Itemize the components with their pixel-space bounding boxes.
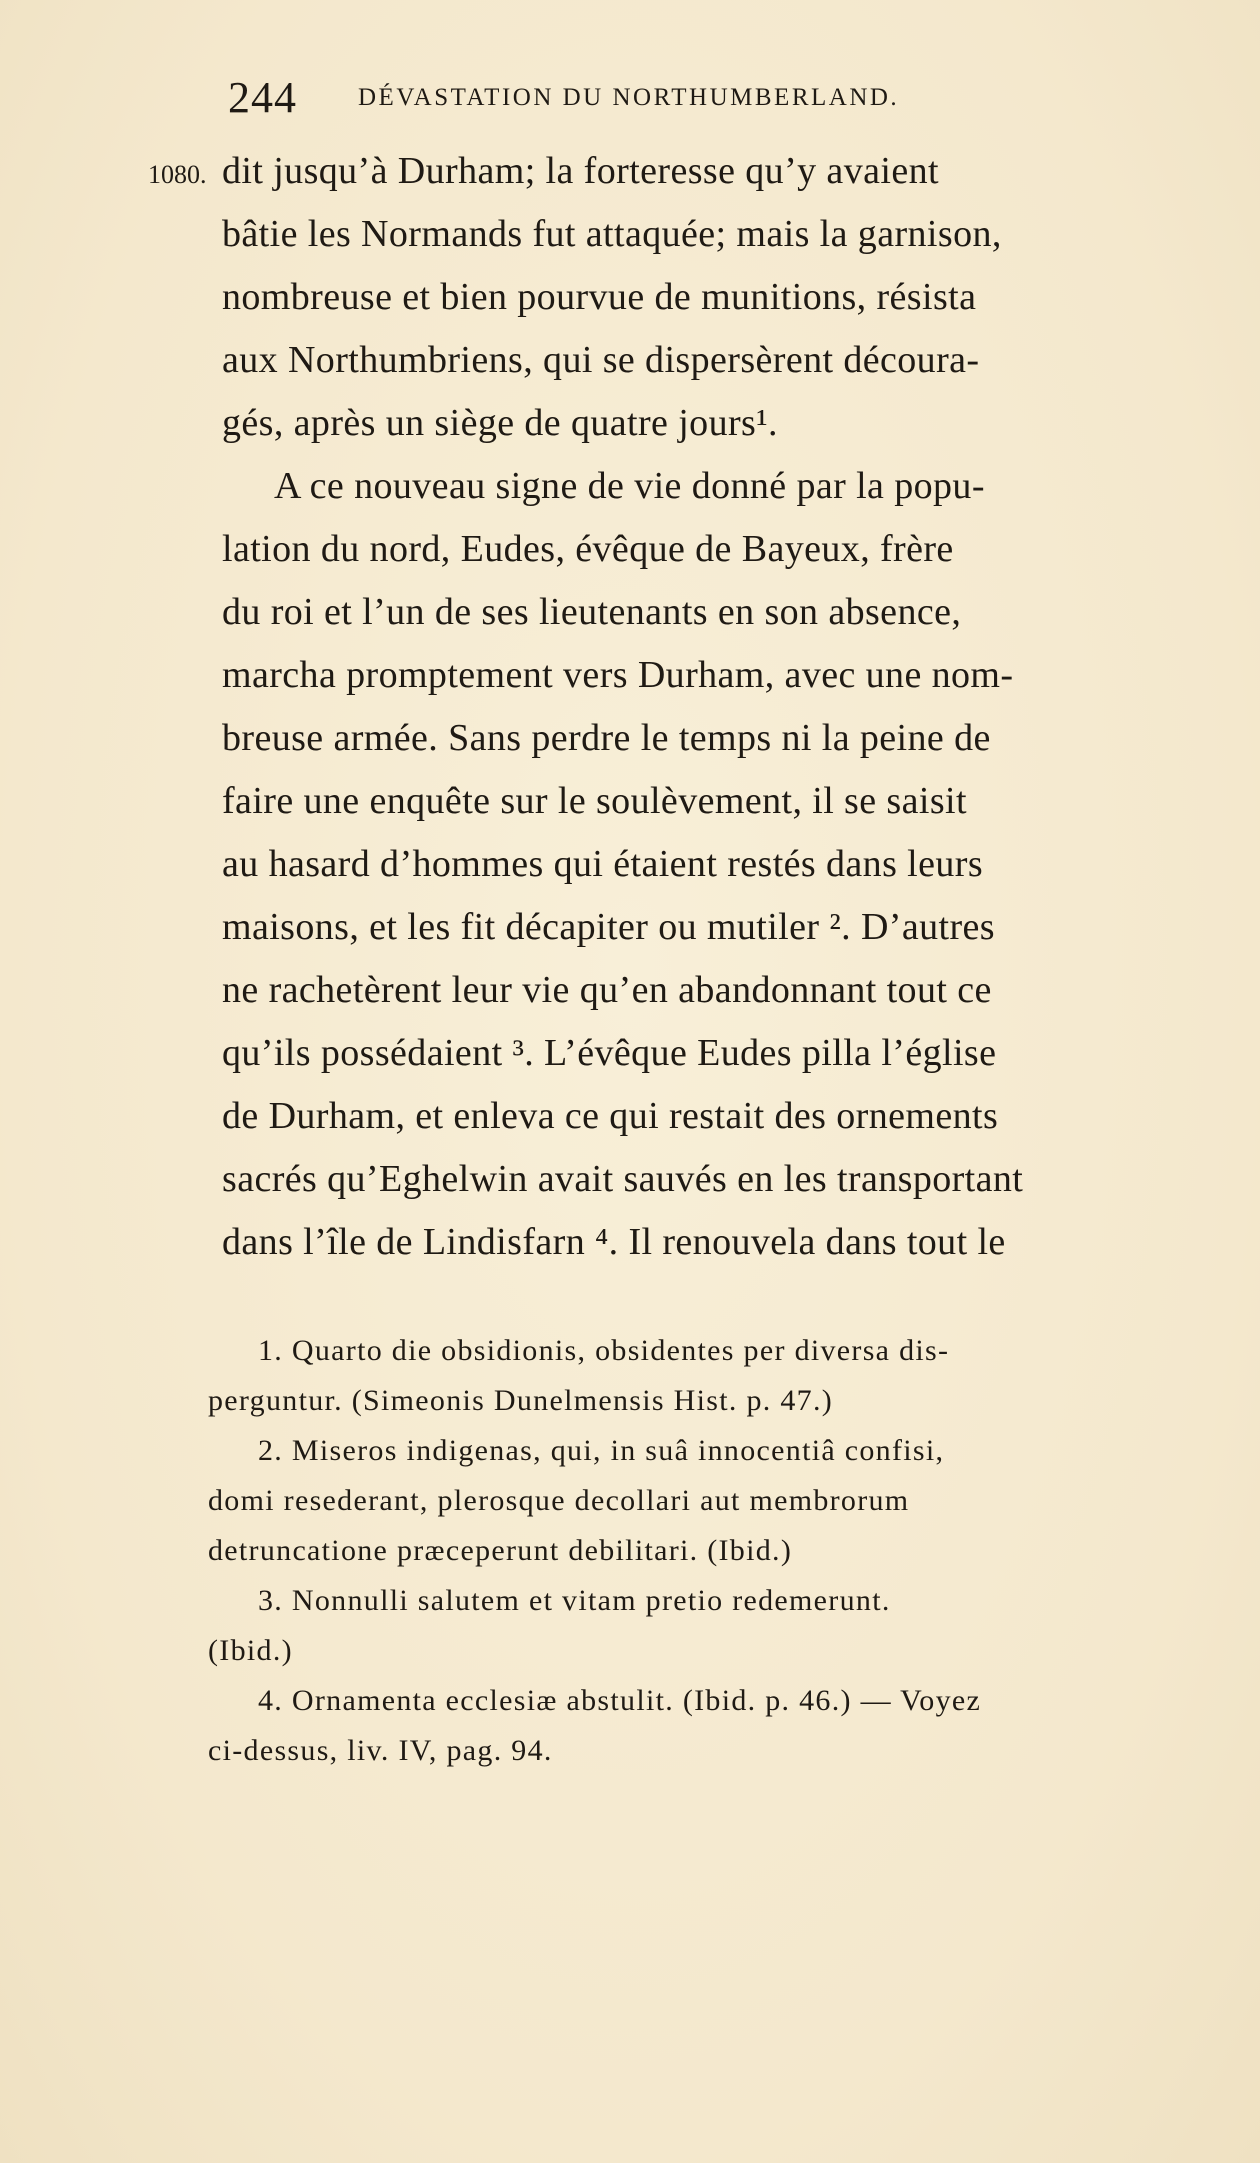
running-title: DÉVASTATION DU NORTHUMBERLAND. [358, 84, 900, 111]
text-line: de Durham, et enleva ce qui restait des ornements [222, 1095, 999, 1137]
footnote-line: perguntur. (Simeonis Dunelmensis Hist. p. 47.) [208, 1384, 834, 1417]
text-line: qu’ils possédaient ³. L’évêque Eudes pilla l’église [222, 1032, 997, 1074]
text-line: dans l’île de Lindisfarn ⁴. Il renouvela dans tout le [222, 1221, 1006, 1263]
page-header [228, 72, 1108, 122]
text-line: lation du nord, Eudes, évêque de Bayeux, frère [222, 528, 954, 570]
text-line: au hasard d’hommes qui étaient restés dans leurs [222, 843, 984, 885]
text-line: breuse armée. Sans perdre le temps ni la peine de [222, 717, 991, 759]
text-line: gés, après un siège de quatre jours¹. [222, 402, 778, 444]
footnote-line: 4. Ornamenta ecclesiæ abstulit. (Ibid. p. 46.) — Voyez [258, 1684, 982, 1717]
margin-year-note: 1080. [148, 160, 207, 189]
text-line: faire une enquête sur le soulèvement, il se saisit [222, 780, 967, 822]
text-line: dit jusqu’à Durham; la forteresse qu’y avaient [222, 150, 939, 192]
text-line: marcha promptement vers Durham, avec une nom- [222, 654, 1014, 696]
text-line: nombreuse et bien pourvue de munitions, résista [222, 276, 977, 318]
footnote-line: 1. Quarto die obsidionis, obsidentes per diversa dis- [258, 1334, 950, 1367]
text-line: bâtie les Normands fut attaquée; mais la garnison, [222, 213, 1002, 255]
text-line: aux Northumbriens, qui se dispersèrent découra- [222, 339, 980, 381]
footnote-line: 3. Nonnulli salutem et vitam pretio redemerunt. [258, 1584, 891, 1617]
footnotes [208, 1326, 1168, 1776]
text-line: maisons, et les fit décapiter ou mutiler ². D’autres [222, 906, 995, 948]
footnote-line: (Ibid.) [208, 1634, 293, 1667]
text-line: sacrés qu’Eghelwin avait sauvés en les transportant [222, 1158, 1024, 1200]
page-number: 244 [228, 73, 297, 122]
footnote-line: domi resederant, plerosque decollari aut membrorum [208, 1484, 910, 1517]
footnote-line: ci-dessus, liv. IV, pag. 94. [208, 1734, 553, 1767]
text-line: ne rachetèrent leur vie qu’en abandonnant tout ce [222, 969, 992, 1011]
body-text [222, 140, 1172, 1274]
footnote-line: detruncatione præceperunt debilitari. (Ibid.) [208, 1534, 793, 1567]
footnote-line: 2. Miseros indigenas, qui, in suâ innocentiâ confisi, [258, 1434, 945, 1467]
text-line: A ce nouveau signe de vie donné par la popu- [274, 465, 985, 507]
text-line: du roi et l’un de ses lieutenants en son absence, [222, 591, 962, 633]
